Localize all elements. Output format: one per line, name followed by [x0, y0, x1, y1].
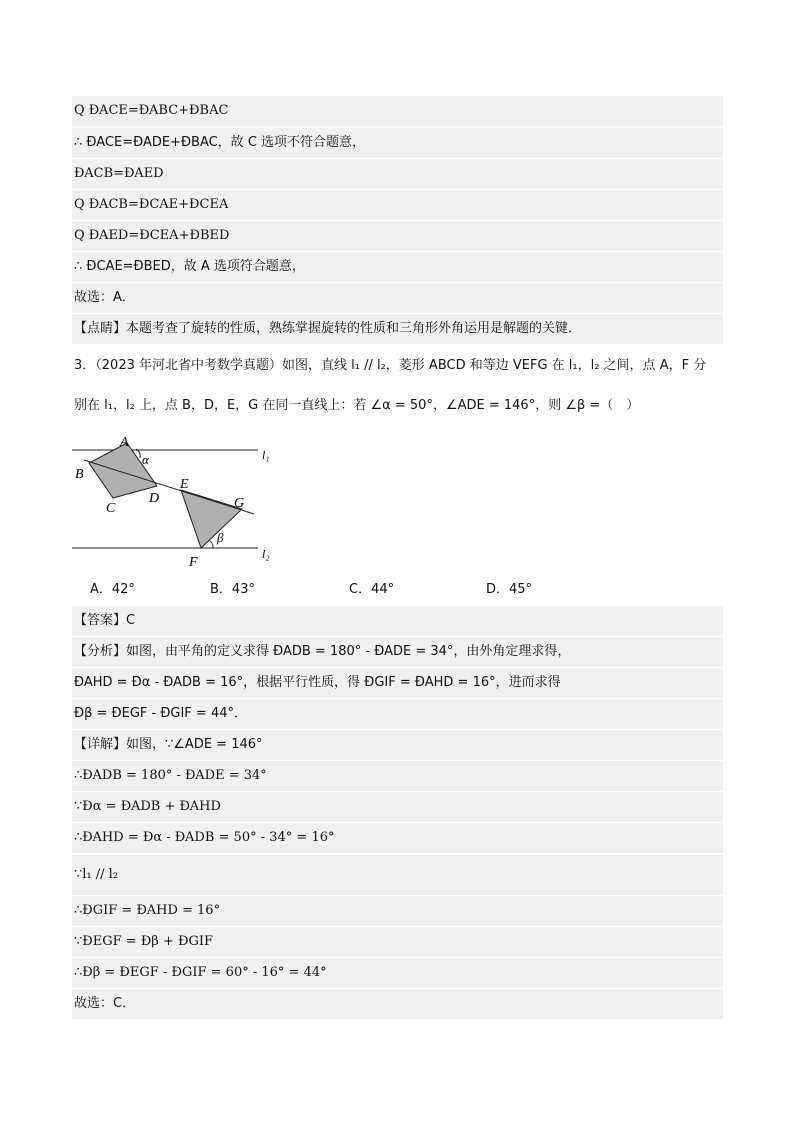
detail-line-5 — [72, 855, 723, 895]
label-l1: l₁ — [262, 448, 270, 462]
option-c: C．44° — [349, 582, 395, 597]
angle-beta-arc — [209, 540, 213, 548]
detail-line-4 — [72, 823, 723, 853]
label-D: D — [149, 491, 160, 506]
label-alpha: α — [142, 452, 149, 467]
analysis-text-2: ÐAHD = Ðα - ÐADB = 16°，根据平行性质，得 ÐGIF = ÐAHD = 16°，进而求得 — [74, 675, 561, 690]
label-E: E — [180, 477, 189, 492]
answer-options — [72, 577, 723, 603]
detail-text-1: 【详解】如图，∵∠ADE = 146° — [74, 737, 263, 752]
analysis-text-1: 【分析】如图，由平角的定义求得 ÐADB = 180° - ÐADE = 34°，由外角定理求得， — [74, 644, 571, 659]
solution-line-3 — [72, 159, 723, 189]
solution-line-2 — [72, 128, 723, 158]
solution-line-4-text: Q ÐACB=ÐCAE+ÐCEA — [74, 197, 229, 212]
detail-text-3: ∵Ðα = ÐADB + ÐAHD — [74, 799, 221, 814]
question-line-2 — [72, 390, 723, 422]
detail-line-8 — [72, 958, 723, 988]
analysis-line-1 — [72, 637, 723, 667]
label-C: C — [106, 501, 116, 516]
option-d: D．45° — [486, 582, 533, 597]
detail-line-7 — [72, 927, 723, 957]
answer-text: 【答案】C — [74, 613, 136, 628]
tip-text: 【点睛】本题考查了旋转的性质，熟练掌握旋转的性质和三角形外角运用是解题的关键． — [74, 321, 582, 336]
solution-line-5 — [72, 221, 723, 251]
solution-line-3-text: ÐACB=ÐAED — [74, 166, 164, 181]
analysis-text-3: Ðβ = ÐEGF - ÐGIF = 44°． — [74, 706, 247, 721]
solution-line-6 — [72, 252, 723, 282]
detail-text-9: 故选：C． — [74, 996, 136, 1011]
geometry-figure — [70, 430, 280, 570]
detail-line-9 — [72, 989, 723, 1019]
solution-line-2-text: ∴ ÐACE=ÐADE+ÐBAC，故 C 选项不符合题意， — [74, 135, 366, 150]
label-F: F — [189, 555, 198, 570]
label-G: G — [234, 496, 245, 511]
detail-text-8: ∴Ðβ = ÐEGF - ÐGIF = 60° - 16° = 44° — [74, 965, 327, 980]
tip-line — [72, 314, 723, 344]
label-B: B — [75, 467, 84, 482]
label-beta: β — [217, 530, 224, 545]
answer-line — [72, 606, 723, 636]
detail-text-2: ∴ÐADB = 180° - ÐADE = 34° — [74, 768, 267, 783]
solution-line-4 — [72, 190, 723, 220]
triangle-efg — [181, 490, 245, 548]
option-b: B．43° — [210, 582, 255, 597]
detail-line-2 — [72, 761, 723, 791]
question-text-1: 3．（2023 年河北省中考数学真题）如图，直线 l₁ // l₂，菱形 ABCD 和等边 VEFG 在 l₁，l₂ 之间，点 A，F 分 — [74, 358, 707, 373]
detail-text-4: ∴ÐAHD = Ðα - ÐADB = 50° - 34° = 16° — [74, 830, 335, 845]
detail-line-6 — [72, 896, 723, 926]
detail-text-6: ∴ÐGIF = ÐAHD = 16° — [74, 903, 221, 918]
label-A: A — [120, 435, 129, 450]
detail-line-3 — [72, 792, 723, 822]
detail-line-1 — [72, 730, 723, 760]
solution-line-7-text: 故选：A． — [74, 290, 135, 305]
solution-line-7 — [72, 283, 723, 313]
detail-text-7: ∵ÐEGF = Ðβ + ÐGIF — [74, 934, 214, 949]
solution-line-5-text: Q ÐAED=ÐCEA+ÐBED — [74, 228, 230, 243]
label-l2: l₂ — [262, 547, 270, 561]
analysis-line-3 — [72, 699, 723, 729]
analysis-line-2 — [72, 668, 723, 698]
solution-line-1-text: Q ÐACE=ÐABC+ÐBAC — [74, 103, 229, 118]
solution-line-6-text: ∴ ÐCAE=ÐBED，故 A 选项符合题意， — [74, 259, 305, 274]
option-a: A．42° — [90, 582, 135, 597]
detail-text-5: ∵l₁ // l₂ — [74, 867, 119, 882]
question-line-1 — [72, 350, 723, 382]
solution-line-1 — [72, 96, 723, 126]
question-text-2: 别在 l₁，l₂ 上，点 B，D，E，G 在同一直线上：若 ∠α = 50°，∠ADE = 146°，则 ∠β =（ ） — [74, 398, 640, 413]
